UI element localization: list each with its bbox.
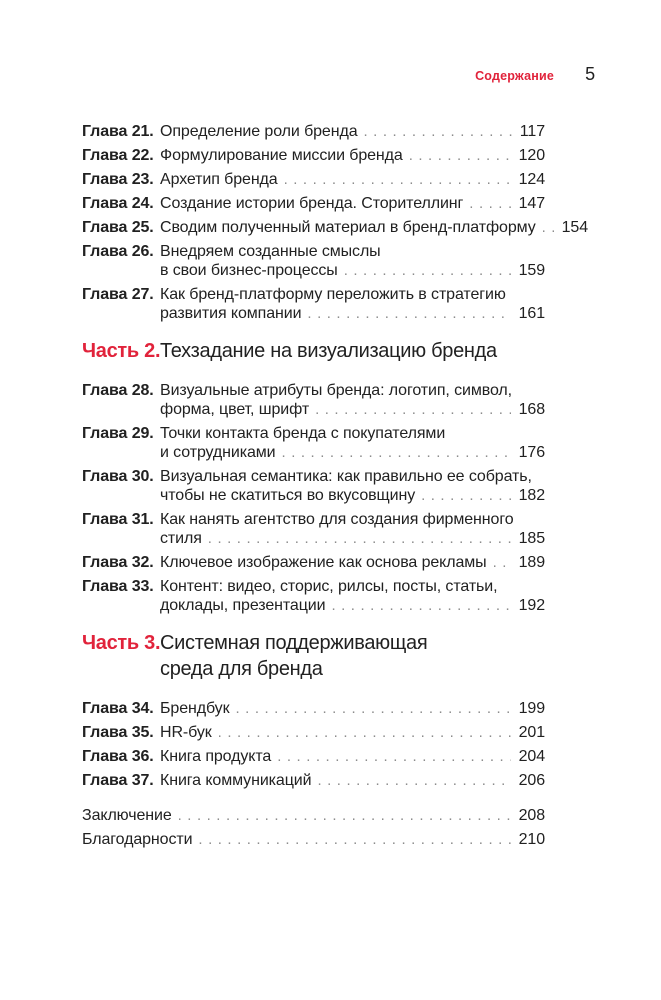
folio-page-number: 5 xyxy=(585,64,595,84)
dot-leader xyxy=(331,596,510,615)
toc-section-3 xyxy=(82,699,545,790)
page-number: 161 xyxy=(518,305,545,322)
dot-leader xyxy=(315,400,511,419)
toc-entry-ch35 xyxy=(82,723,545,742)
dot-leader xyxy=(284,170,511,189)
dot-leader xyxy=(364,122,512,141)
dot-leader xyxy=(208,529,511,548)
toc-entry-ch36 xyxy=(82,747,545,766)
toc-entry-ch26 xyxy=(82,242,545,280)
chapter-label: Глава 30. xyxy=(82,468,154,485)
toc-entry-ch37 xyxy=(82,771,545,790)
page-number: 189 xyxy=(518,554,545,571)
chapter-label: Глава 28. xyxy=(82,382,154,399)
part-heading-2 xyxy=(82,338,545,364)
dot-leader xyxy=(218,723,511,742)
dot-leader xyxy=(469,194,510,213)
toc-entry-conclusion xyxy=(82,806,545,825)
chapter-label: Глава 25. xyxy=(82,219,154,236)
dot-leader xyxy=(317,771,510,790)
page-number: 124 xyxy=(518,171,545,188)
chapter-title: Формулирование миссии бренда xyxy=(160,147,403,164)
toc-entry-ch28 xyxy=(82,381,545,419)
dot-leader xyxy=(493,553,511,572)
dot-leader xyxy=(178,806,511,825)
chapter-title-line2: стиля xyxy=(160,530,202,547)
backmatter-title: Благодарности xyxy=(82,831,193,848)
chapter-title: Архетип бренда xyxy=(160,171,278,188)
page-number: 206 xyxy=(518,772,545,789)
page-number: 176 xyxy=(518,444,545,461)
toc-entry-ch29 xyxy=(82,424,545,462)
dot-leader xyxy=(235,699,510,718)
table-of-contents xyxy=(82,122,589,849)
page-number: 168 xyxy=(518,401,545,418)
chapter-label: Глава 35. xyxy=(82,724,154,741)
chapter-label: Глава 36. xyxy=(82,748,154,765)
chapter-title-line2: доклады, презентации xyxy=(160,597,326,614)
contents-header-label: Содержание xyxy=(475,69,555,83)
chapter-title-line2: форма, цвет, шрифт xyxy=(160,401,310,418)
page-number: 147 xyxy=(518,195,545,212)
part-title-line2: среда для бренда xyxy=(160,658,323,680)
page-number: 204 xyxy=(518,748,545,765)
dot-leader xyxy=(542,218,554,237)
chapter-title-line2: развития компании xyxy=(160,305,302,322)
chapter-title: Сводим полученный материал в бренд-платформу xyxy=(160,219,536,236)
toc-entry-ch33 xyxy=(82,577,545,615)
part-title xyxy=(160,630,427,682)
toc-section-1 xyxy=(82,122,589,323)
page-number: 201 xyxy=(518,724,545,741)
toc-entry-ch24 xyxy=(82,194,545,213)
toc-entry-ch32 xyxy=(82,553,545,572)
page-number: 208 xyxy=(518,807,545,824)
page-number: 154 xyxy=(561,219,589,236)
dot-leader xyxy=(409,146,511,165)
chapter-title: Определение роли бренда xyxy=(160,123,358,140)
chapter-title: Брендбук xyxy=(160,700,230,717)
chapter-title-line1: Контент: видео, сторис, рилсы, посты, статьи, xyxy=(160,578,498,595)
chapter-title: HR-бук xyxy=(160,724,212,741)
chapter-title-line2: чтобы не скатиться во вкусовщину xyxy=(160,487,416,504)
chapter-title: Ключевое изображение как основа рекламы xyxy=(160,554,487,571)
toc-entry-ch21 xyxy=(82,122,545,141)
chapter-title-line2: в свои бизнес-процессы xyxy=(160,262,338,279)
toc-entry-ch23 xyxy=(82,170,545,189)
toc-section-2 xyxy=(82,381,545,615)
chapter-label: Глава 32. xyxy=(82,554,154,571)
chapter-title: Создание истории бренда. Сторителлинг xyxy=(160,195,464,212)
toc-entry-ch25 xyxy=(82,218,589,237)
toc-entry-ch22 xyxy=(82,146,545,165)
chapter-label: Глава 31. xyxy=(82,511,154,528)
chapter-label: Глава 22. xyxy=(82,147,154,164)
chapter-title-line1: Визуальная семантика: как правильно ее собрать, xyxy=(160,468,532,485)
part-label: Часть 3. xyxy=(82,632,161,654)
chapter-label: Глава 34. xyxy=(82,700,154,717)
toc-entry-ch27 xyxy=(82,285,545,323)
chapter-title: Книга коммуникаций xyxy=(160,772,312,789)
dot-leader xyxy=(277,747,510,766)
toc-entry-ch34 xyxy=(82,699,545,718)
page-number: 199 xyxy=(518,700,545,717)
page-number: 182 xyxy=(518,487,545,504)
chapter-title-line2: и сотрудниками xyxy=(160,444,276,461)
page-number: 192 xyxy=(518,597,545,614)
chapter-label: Глава 26. xyxy=(82,243,154,260)
dot-leader xyxy=(421,486,511,505)
chapter-title-line1: Как бренд-платформу переложить в стратегию xyxy=(160,286,506,303)
backmatter-title: Заключение xyxy=(82,807,172,824)
chapter-label: Глава 21. xyxy=(82,123,154,140)
chapter-label: Глава 29. xyxy=(82,425,154,442)
dot-leader xyxy=(307,304,510,323)
chapter-title-line1: Точки контакта бренда с покупателями xyxy=(160,425,446,442)
part-title-line1: Системная поддерживающая xyxy=(160,632,428,654)
chapter-label: Глава 33. xyxy=(82,578,154,595)
chapter-label: Глава 24. xyxy=(82,195,154,212)
dot-leader xyxy=(198,830,510,849)
chapter-title-line1: Внедряем созданные смыслы xyxy=(160,243,381,260)
chapter-title-line1: Визуальные атрибуты бренда: логотип, символ, xyxy=(160,382,513,399)
page-number: 120 xyxy=(518,147,545,164)
page-number: 117 xyxy=(519,123,545,140)
page-number: 159 xyxy=(518,262,545,279)
chapter-title: Книга продукта xyxy=(160,748,272,765)
part-heading-3 xyxy=(82,630,545,682)
part-label: Часть 2. xyxy=(82,340,161,362)
page-number: 185 xyxy=(518,530,545,547)
running-header xyxy=(0,0,661,85)
chapter-label: Глава 37. xyxy=(82,772,154,789)
chapter-label: Глава 27. xyxy=(82,286,154,303)
chapter-title-line1: Как нанять агентство для создания фирменного xyxy=(160,511,514,528)
page-number: 210 xyxy=(518,831,545,848)
part-title: Техзадание на визуализацию бренда xyxy=(160,340,497,362)
toc-entry-acknowledgements xyxy=(82,830,545,849)
dot-leader xyxy=(344,261,511,280)
toc-entry-ch30 xyxy=(82,467,545,505)
dot-leader xyxy=(282,443,511,462)
chapter-label: Глава 23. xyxy=(82,171,154,188)
toc-entry-ch31 xyxy=(82,510,545,548)
backmatter xyxy=(82,806,545,849)
